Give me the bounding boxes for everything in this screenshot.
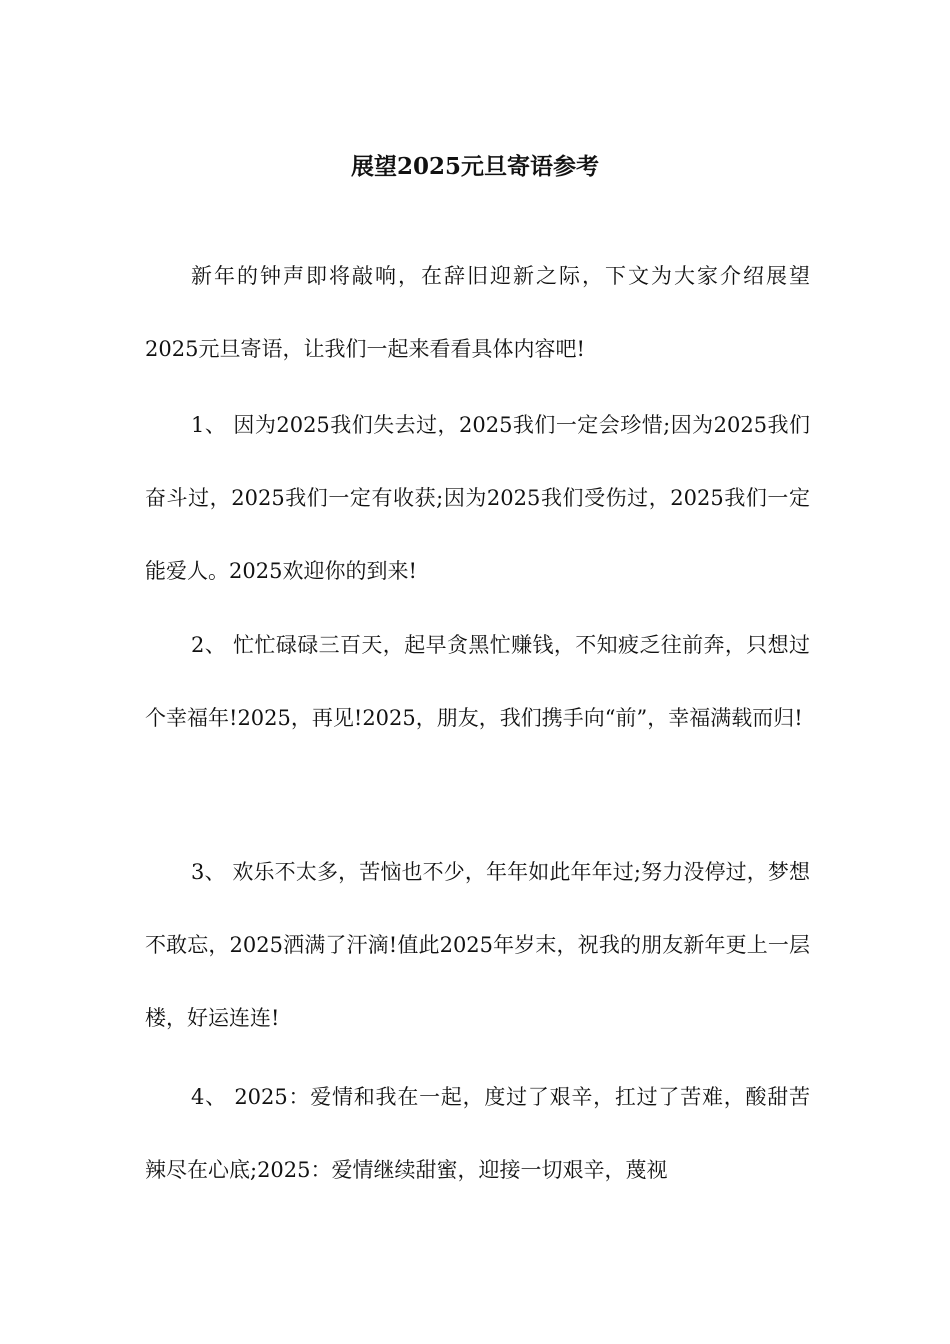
greeting-paragraph-1: 1、 因为2025我们失去过，2025我们一定会珍惜;因为2025我们奋斗过，2025我们一定有收获;因为2025我们受伤过，2025我们一定能爱人。2025欢迎你的到来! xyxy=(145,413,810,583)
greeting-paragraph-2: 2、 忙忙碌碌三百天，起早贪黑忙赚钱，不知疲乏往前奔，只想过个幸福年!2025，再见!2025，朋友，我们携手向“前”，幸福满载而归! xyxy=(145,633,810,730)
greeting-paragraph-4: 4、 2025：爱情和我在一起，度过了艰辛，扛过了苦难，酸甜苦辣尽在心底;2025：爱情继续甜蜜，迎接一切艰辛，蔑视 xyxy=(145,1085,810,1182)
greeting-paragraph-3: 3、 欢乐不太多，苦恼也不少，年年如此年年过;努力没停过，梦想不敢忘，2025洒满了汗滴!值此2025年岁末，祝我的朋友新年更上一层楼，好运连连! xyxy=(145,860,810,1030)
document-title: 展望2025元旦寄语参考 xyxy=(350,153,599,181)
intro-paragraph: 新年的钟声即将敲响，在辞旧迎新之际，下文为大家介绍展望2025元旦寄语，让我们一起来看看具体内容吧! xyxy=(145,264,810,361)
